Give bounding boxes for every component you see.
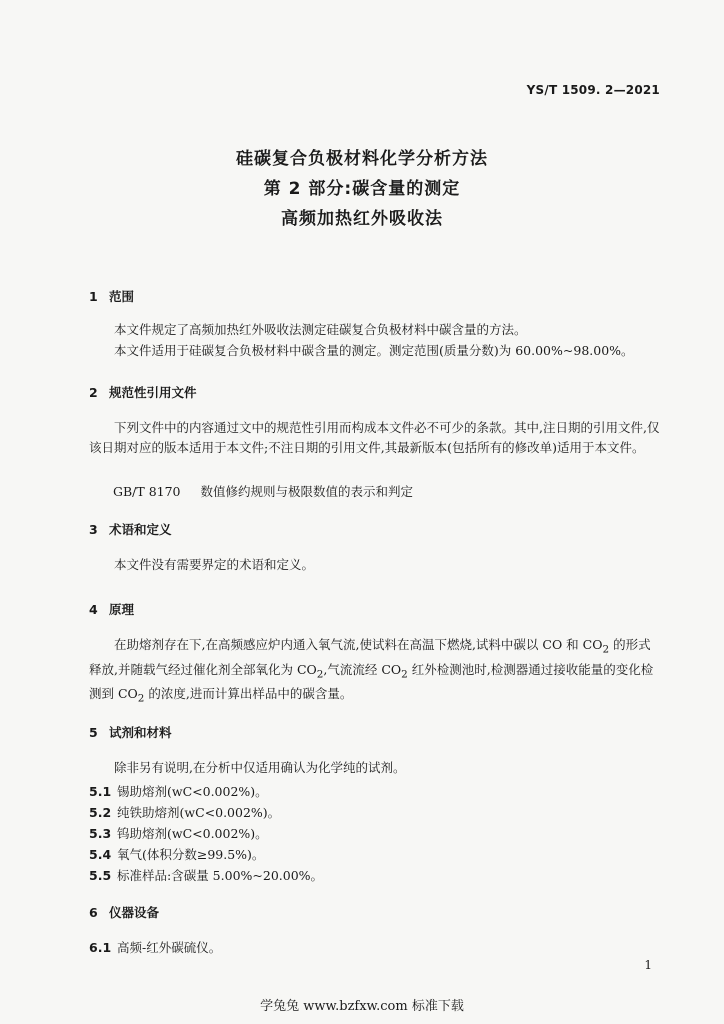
page-number: 1 xyxy=(644,958,652,972)
section-1-heading xyxy=(89,287,134,305)
section-number: 4 xyxy=(89,602,98,617)
section-title: 仪器设备 xyxy=(109,905,160,920)
list-item: 6.1 高频-红外碳硫仪。 xyxy=(89,940,222,955)
section-title: 原理 xyxy=(109,602,135,617)
section-title: 范围 xyxy=(109,289,135,304)
section-6-heading xyxy=(89,903,159,921)
title-line-1: 硅碳复合负极材料化学分析方法 xyxy=(236,149,488,169)
section-number: 6 xyxy=(89,905,98,920)
section-title: 试剂和材料 xyxy=(109,725,172,740)
list-item: 5.3 钨助熔剂(wC<0.002%)。 xyxy=(89,826,268,841)
section-4-heading xyxy=(89,600,134,618)
reference-title: 数值修约规则与极限数值的表示和判定 xyxy=(200,484,414,499)
list-item: 5.4 氧气(体积分数≥99.5%)。 xyxy=(89,847,265,862)
section-title: 规范性引用文件 xyxy=(109,385,197,400)
list-item: 5.2 纯铁助熔剂(wC<0.002%)。 xyxy=(89,805,281,820)
section-3-paragraph-1: 本文件没有需要界定的术语和定义。 xyxy=(114,557,315,572)
section-number: 3 xyxy=(89,522,98,537)
standard-code: YS/T 1509. 2—2021 xyxy=(526,83,660,97)
section-1-paragraph-2: 本文件适用于硅碳复合负极材料中碳含量的测定。测定范围(质量分数)为 60.00%~98.00%。 xyxy=(114,343,634,358)
section-5-heading xyxy=(89,723,172,741)
document-title xyxy=(0,144,724,234)
reference-code: GB/T 8170 xyxy=(113,484,181,499)
list-item: 5.1 锡助熔剂(wC<0.002%)。 xyxy=(89,784,268,799)
section-number: 2 xyxy=(89,385,98,400)
section-5-intro: 除非另有说明,在分析中仅适用确认为化学纯的试剂。 xyxy=(114,760,406,775)
section-title: 术语和定义 xyxy=(109,522,172,537)
section-1-paragraph-1: 本文件规定了高频加热红外吸收法测定硅碳复合负极材料中碳含量的方法。 xyxy=(114,322,527,337)
section-3-heading xyxy=(89,520,172,538)
section-number: 5 xyxy=(89,725,98,740)
section-2-paragraph-1: 下列文件中的内容通过文中的规范性引用而构成本文件必不可少的条款。其中,注日期的引用文件,仅该日期对应的版本适用于本文件;不注日期的引用文件,其最新版本(包括所有的修改单)适用于本文件。 xyxy=(89,420,660,455)
normative-reference xyxy=(113,482,413,500)
section-4-paragraph-1: 在助熔剂存在下,在高频感应炉内通入氧气流,使试料在高温下燃烧,试料中碳以 CO 和 $CO_2$ 的形式释放,并随载气经过催化剂全部氧化为 $CO_2$,气流流经 $CO_2$ 红外检测池时,检测器通过接收能量的变化检测到 $CO_2$ 的浓度,进而计算出样品中的碳含量。 xyxy=(89,637,654,705)
section-number: 1 xyxy=(89,289,98,304)
title-line-3: 高频加热红外吸收法 xyxy=(281,209,443,229)
watermark-footer: 学兔兔 www.bzfxw.com 标准下载 xyxy=(260,999,464,1014)
title-line-2: 第 2 部分:碳含量的测定 xyxy=(263,179,461,199)
section-2-heading xyxy=(89,383,197,401)
list-item: 5.5 标准样品:含碳量 5.00%~20.00%。 xyxy=(89,868,324,883)
